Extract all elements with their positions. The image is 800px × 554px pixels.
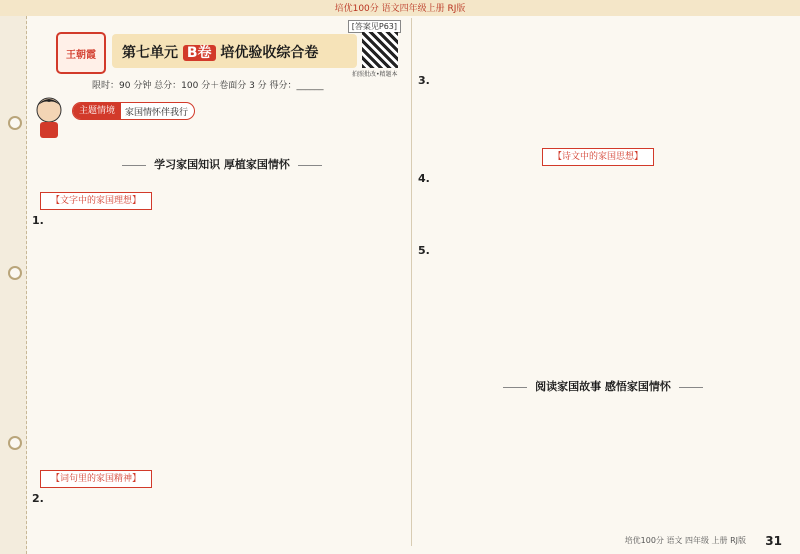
footer-text: 培优100分 语文 四年级 上册 RJ版 <box>624 536 746 545</box>
theme-text: 家国情怀伴我行 <box>125 107 189 118</box>
logo-text: 王朝霞 <box>66 50 96 61</box>
volume-badge: B卷 <box>183 45 216 61</box>
qr-caption: 拍照批改•精题本 <box>352 71 398 78</box>
answer-reference: [答案见P63] <box>348 20 401 33</box>
binding-hole-icon <box>8 116 22 130</box>
left-column <box>32 18 407 554</box>
subtag-poetry-thought: 【诗文中的家国思想】 <box>542 148 654 166</box>
right-column <box>418 18 793 554</box>
page-divider <box>411 18 412 546</box>
binding-hole-icon <box>8 266 22 280</box>
question-1-number: 1. <box>32 214 44 227</box>
time-score-line: 限时：90 分钟 总分：100 分＋卷面分 3 分 得分：______ <box>92 81 324 91</box>
theme-tag: 主题情境 <box>73 103 121 119</box>
subtag-family-ideal: 【文字中的家国理想】 <box>40 192 152 210</box>
top-banner <box>0 0 800 16</box>
mascot-icon <box>32 94 66 140</box>
theme-pill <box>72 102 195 120</box>
section-heading-1: 学习家国知识 厚植家国情怀 <box>92 156 352 172</box>
binding-margin <box>0 16 27 554</box>
question-3-number: 3. <box>418 74 430 87</box>
page-title: 第七单元 B卷 培优验收综合卷 <box>122 45 319 61</box>
section-heading-2: 阅读家国故事 感悟家国情怀 <box>468 378 738 394</box>
question-4-number: 4. <box>418 172 430 185</box>
subtag-family-spirit: 【词句里的家国精神】 <box>40 470 152 488</box>
page-number: 31 <box>765 534 782 548</box>
banner-text: 培优100分 语文四年级上册 RJ版 <box>334 4 466 14</box>
question-5-number: 5. <box>418 244 430 257</box>
brand-logo <box>56 32 106 74</box>
question-2-number: 2. <box>32 492 44 505</box>
title-banner <box>112 34 357 68</box>
binding-hole-icon <box>8 436 22 450</box>
qr-code-icon <box>362 32 398 68</box>
